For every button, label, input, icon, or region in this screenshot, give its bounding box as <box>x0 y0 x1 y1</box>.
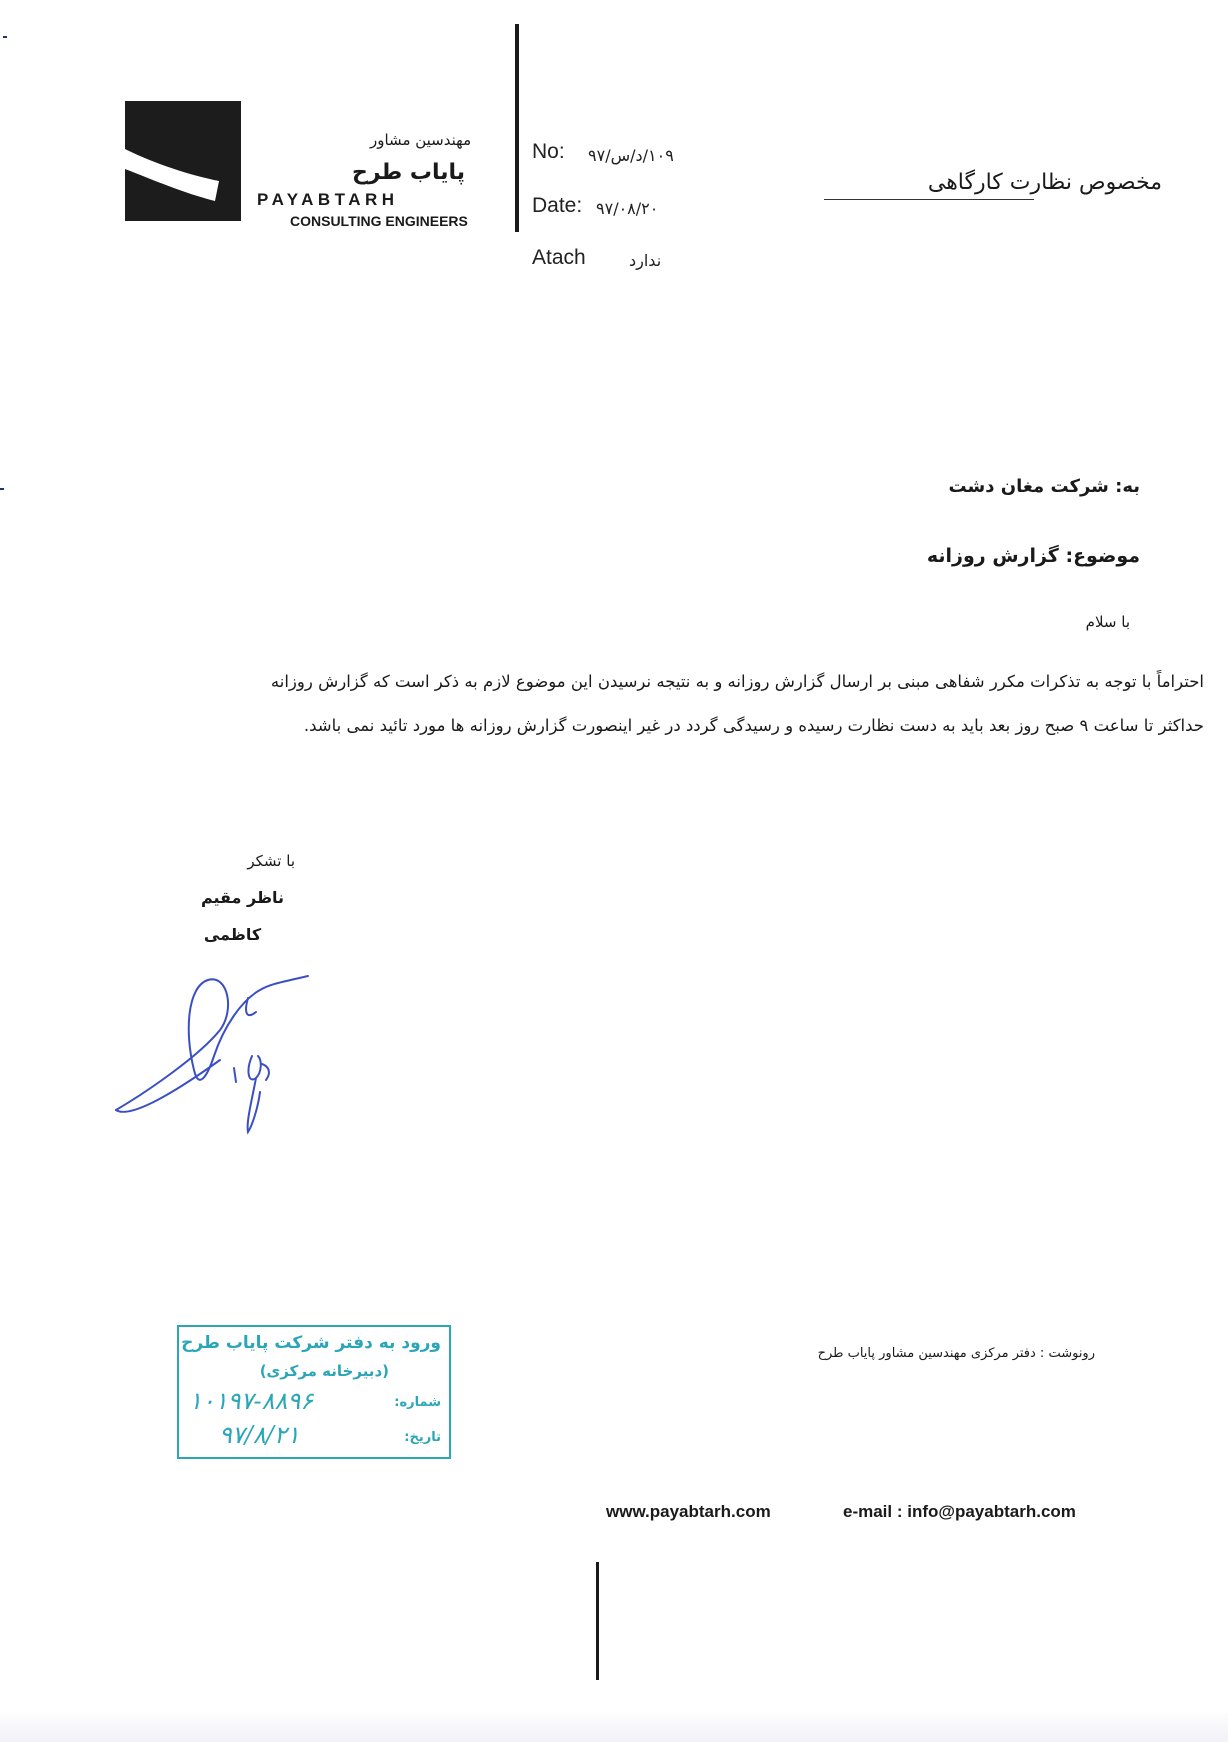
confidential-text: مخصوص نظارت کارگاهی <box>927 170 1162 195</box>
company-name-fa: پایاب طرح <box>352 160 466 185</box>
stamp-date-label: تاریخ: <box>404 1430 441 1445</box>
letter-number-value: ۱۰۹/د/س/۹۷ <box>588 146 674 165</box>
letter-body-line-2: حداکثر تا ساعت ۹ صبح روز بعد باید به دست نظارت رسیده و رسیدگی گردد در غیر اینصورت گزارش روزانه ها مورد تائید نمی باشد. <box>303 716 1204 735</box>
confidential-underline <box>824 199 1034 200</box>
company-prefix-fa: مهندسین مشاور <box>370 131 472 149</box>
attachment-label: Atach <box>532 246 586 269</box>
scan-edge-mark <box>3 36 7 38</box>
company-logo <box>125 101 241 221</box>
stamp-number-value: ۱۰۱۹۷-۸۸۹۶ <box>189 1387 314 1415</box>
recipient: به: شرکت مغان دشت <box>948 476 1140 497</box>
stamp-title: ورود به دفتر شرکت پایاب طرح <box>181 1333 441 1353</box>
header-divider <box>515 24 519 232</box>
stamp-subtitle: (دبیرخانه مرکزی) <box>259 1362 389 1380</box>
attachment-value: ندارد <box>629 251 662 270</box>
signer-name: کاظمی <box>203 925 262 944</box>
scan-shadow <box>0 1710 1228 1742</box>
scan-edge-mark <box>0 488 4 490</box>
closing-thanks: با تشکر <box>247 852 295 870</box>
letter-body-line-1: احتراماً با توجه به تذکرات مکرر شفاهی مبنی بر ارسال گزارش روزانه و به نتیجه نرسیدن این موضوع لازم به ذکر است که گزارش روزانه <box>270 672 1204 691</box>
subject: موضوع: گزارش روزانه <box>926 545 1140 567</box>
greeting: با سلام <box>1085 613 1130 631</box>
stamp-number-label: شماره: <box>394 1395 441 1410</box>
confidential-heading <box>822 150 1162 210</box>
footer-divider <box>596 1562 599 1680</box>
email-link[interactable]: e-mail : info@payabtarh.com <box>843 1502 1076 1521</box>
stamp-date-value: ۹۷/۸/۲۱ <box>219 1421 300 1449</box>
receipt-stamp <box>177 1325 451 1459</box>
letter-date-label: Date: <box>532 194 583 217</box>
company-name-en: PAYABTARH <box>257 190 399 209</box>
handwritten-signature <box>110 960 330 1144</box>
website-link[interactable]: www.payabtarh.com <box>606 1502 771 1521</box>
carbon-copy: رونوشت : دفتر مرکزی مهندسین مشاور پایاب طرح <box>817 1346 1095 1361</box>
letter-date-value: ۹۷/۰۸/۲۰ <box>596 199 659 218</box>
letter-number-label: No: <box>532 140 565 163</box>
letter-body <box>4 660 1204 748</box>
signer-title: ناظر مقیم <box>200 888 285 907</box>
company-subtitle-en: CONSULTING ENGINEERS <box>290 213 468 229</box>
